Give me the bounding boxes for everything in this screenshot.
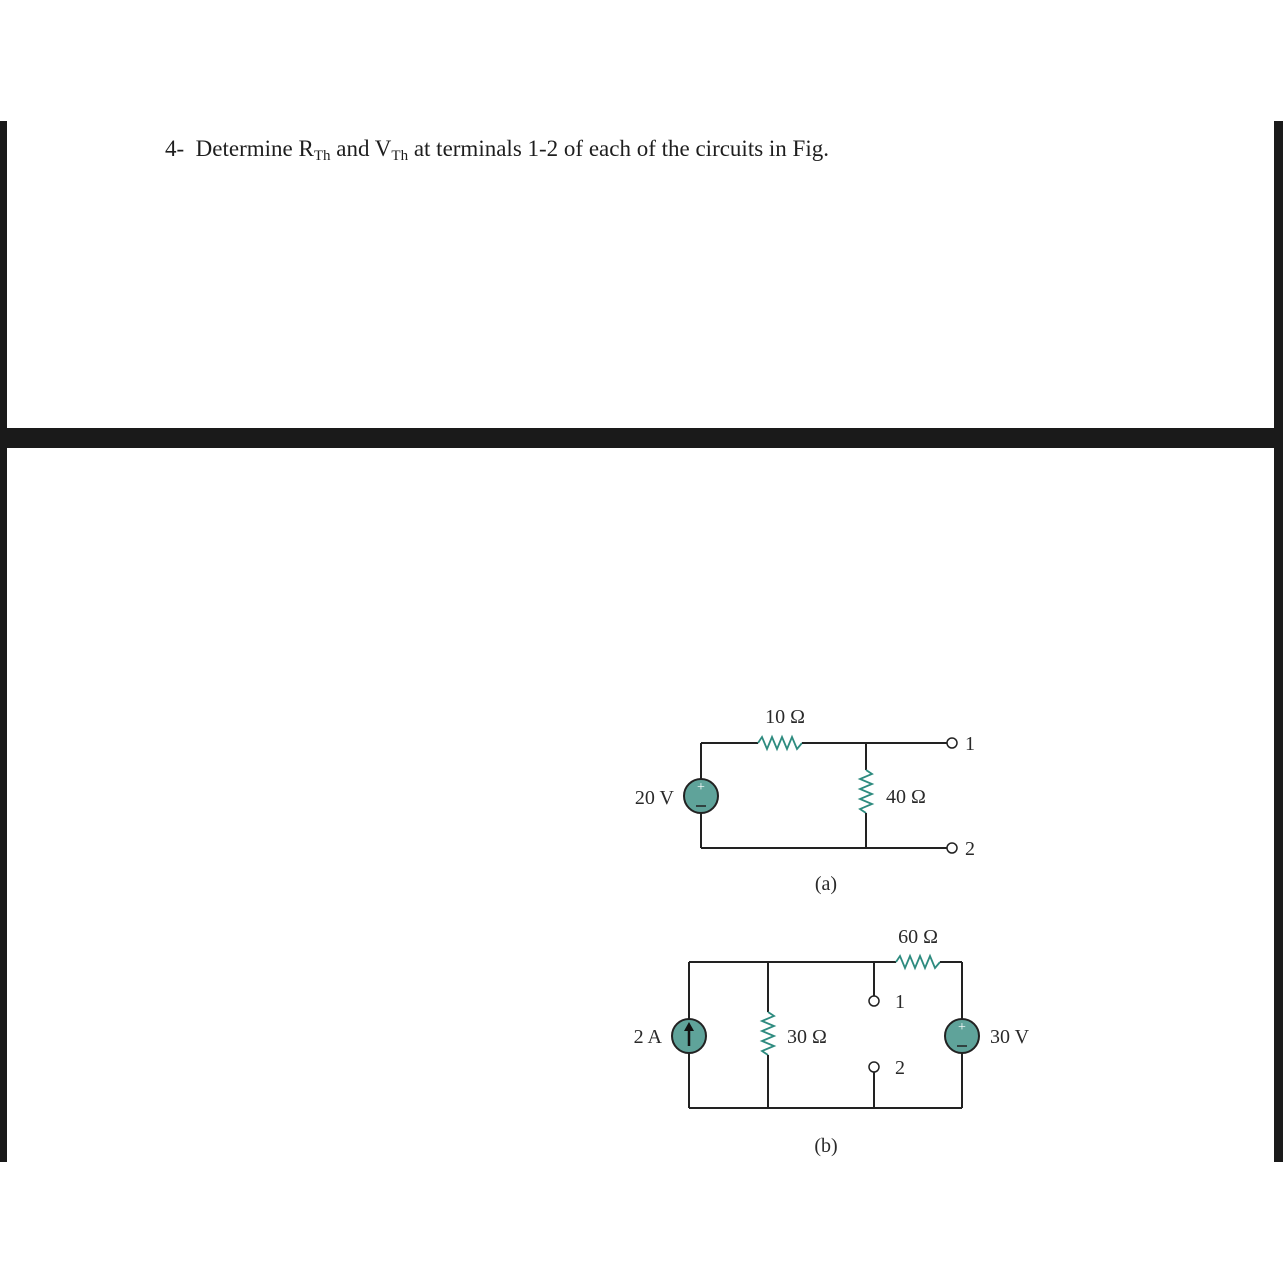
resistor-60-ohm (896, 956, 940, 968)
label-10-ohm: 10 Ω (765, 706, 805, 728)
caption-b: (b) (814, 1135, 838, 1157)
question-part-2: and V (330, 136, 392, 161)
voltage-source-20v (684, 779, 718, 813)
terminal-2-node (947, 843, 957, 853)
label-20v: 20 V (634, 787, 674, 809)
terminal-1-node (947, 738, 957, 748)
question-sub-1: Th (313, 148, 331, 164)
voltage-source-30v (945, 1019, 979, 1053)
label-terminal-2-b: 2 (895, 1057, 905, 1079)
terminal-2-node (869, 1062, 879, 1072)
svg-text:+: + (697, 780, 705, 795)
resistor-10-ohm (758, 737, 802, 749)
current-source-2a (672, 1019, 706, 1053)
question-text (165, 136, 829, 162)
section-divider (0, 428, 1283, 448)
circuit-figure (600, 690, 1030, 1170)
frame-right-border (1274, 121, 1283, 1162)
label-30-ohm: 30 Ω (787, 1026, 827, 1048)
label-terminal-1-b: 1 (895, 991, 905, 1013)
frame-left-border (0, 121, 7, 1162)
caption-a: (a) (814, 873, 838, 895)
question-number: 4- (165, 136, 185, 161)
label-40-ohm: 40 Ω (886, 786, 926, 808)
terminal-1-node (869, 996, 879, 1006)
resistor-30-ohm (762, 1012, 774, 1055)
question-part-3: at terminals 1-2 of each of the circuits in Fig. (408, 136, 829, 161)
question-sub-2: Th (391, 148, 409, 164)
label-terminal-1: 1 (965, 733, 975, 755)
svg-text:+: + (958, 1020, 966, 1035)
label-2a: 2 A (633, 1026, 662, 1048)
label-60-ohm: 60 Ω (898, 926, 938, 948)
question-part-1: Determine R (195, 136, 314, 161)
resistor-40-ohm (860, 770, 872, 813)
label-30v: 30 V (990, 1026, 1030, 1048)
label-terminal-2: 2 (965, 838, 975, 860)
